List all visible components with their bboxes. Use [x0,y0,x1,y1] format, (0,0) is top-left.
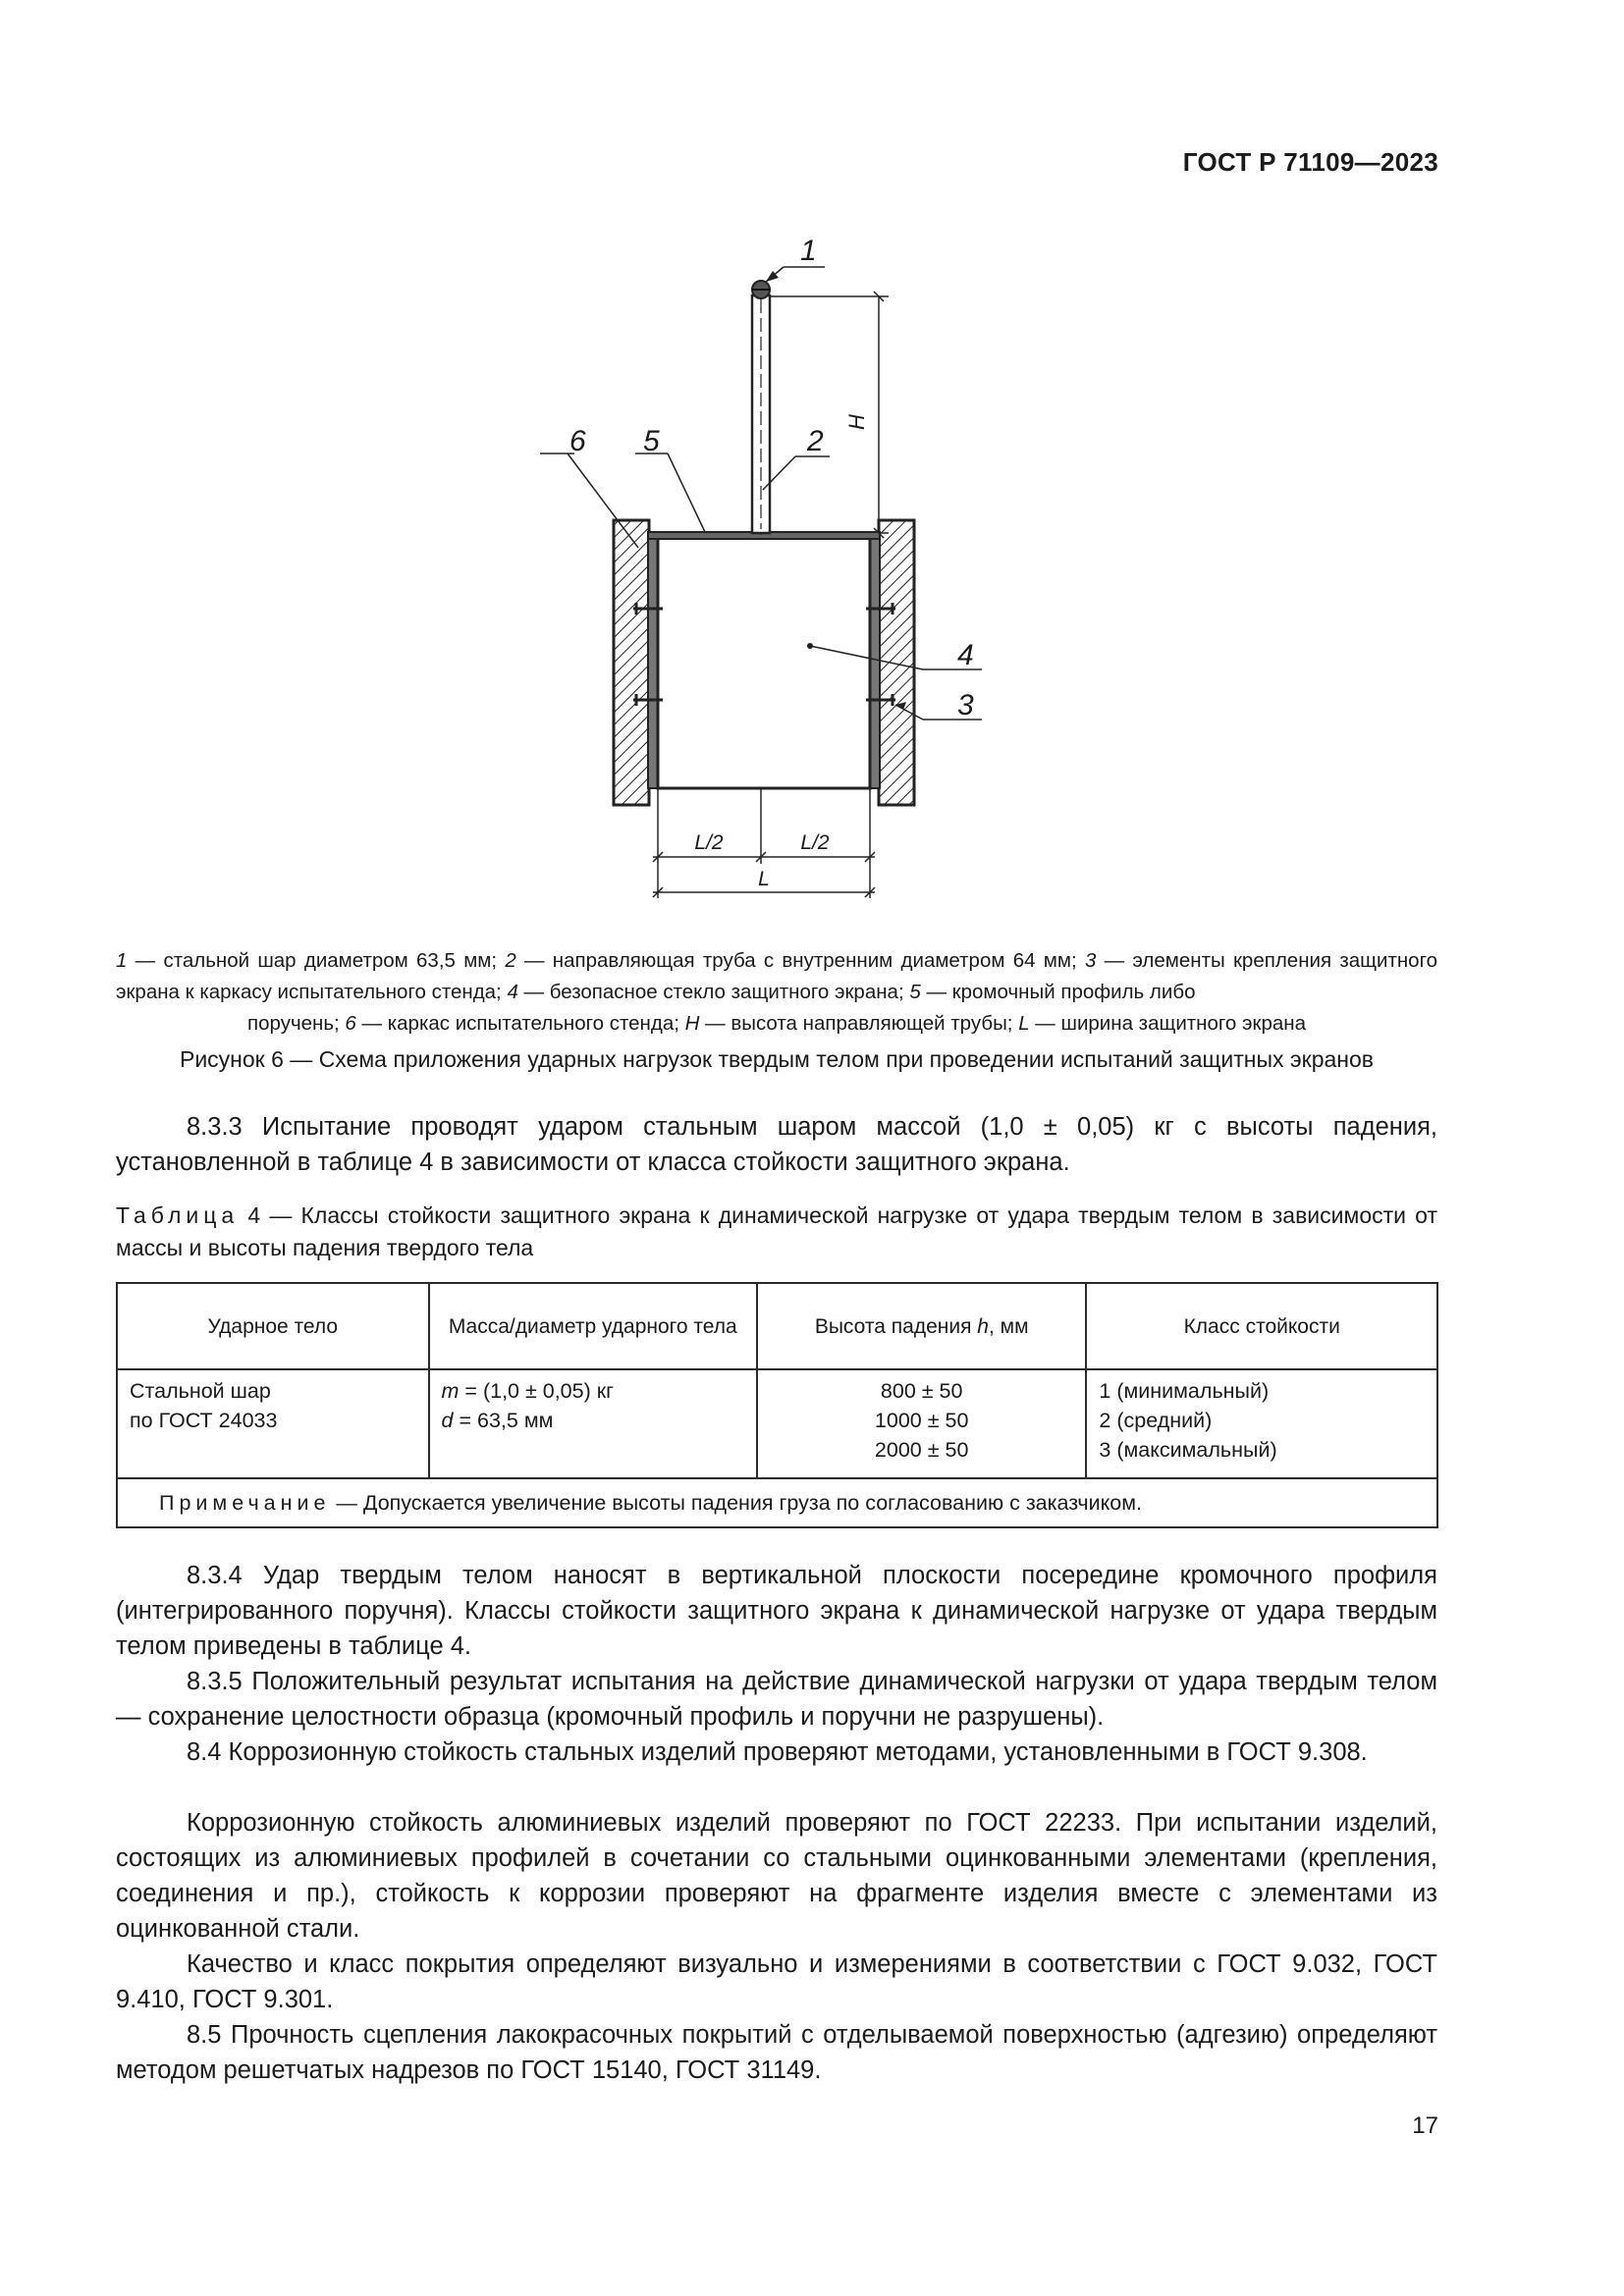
header-impact-body: Ударное тело [117,1283,429,1369]
right-test-stand-frame [879,520,914,805]
callout-2: 2 [807,425,824,457]
callout-3: 3 [957,689,974,721]
table-note-row [117,1478,1437,1527]
paragraph-aluminium: Коррозионную стойкость алюминиевых изделий проверяют по ГОСТ 22233. При испытании изделий, состоящих из алюминиевых профилей в сочетании со стальными оцинкованными элементами (крепления, соединения и пр.), стойкость к коррозии проверяют на фрагменте изделия вместе с элементами из оцинкованной стали. [116,1809,1437,1943]
header-drop-height: Высота падения h, мм [757,1283,1086,1369]
paragraph-8-3-5: 8.3.5 Положительный результат испытания на действие динамической нагрузки от удара твердым телом — сохранение целостности образца (кромочный профиль и поручни не разрушены). [116,1668,1437,1731]
dimension-L-half-left: L/2 [694,831,724,854]
left-test-stand-frame [614,520,649,805]
document-code-header: ГОСТ Р 71109—2023 [1182,147,1438,177]
page-number: 17 [1412,2112,1438,2139]
cell-drop-heights: 800 ± 50 1000 ± 50 2000 ± 50 [757,1369,1086,1478]
impact-test-diagram [530,221,1080,908]
header-resistance-class: Класс стойкости [1086,1283,1437,1369]
paragraph-8-4: 8.4 Коррозионную стойкость стальных изделий проверяют методами, установленными в ГОСТ 9.308. [187,1738,1368,1766]
callout-4: 4 [957,639,974,671]
dimension-H-label: H [844,414,869,430]
dimension-L-half-right: L/2 [800,831,830,854]
table-header-row [117,1283,1437,1369]
height-dimension [770,292,889,538]
resistance-classes-table [116,1282,1438,1528]
callout-1: 1 [800,235,817,267]
paragraph-coating-quality: Качество и класс покрытия определяют визуально и измерениями в соответствии с ГОСТ 9.032, ГОСТ 9.410, ГОСТ 9.301. [116,1950,1437,2013]
dimension-L: L [758,868,770,890]
callout-5: 5 [643,425,660,457]
cell-classes: 1 (минимальный) 2 (средний) 3 (максимальный) [1086,1369,1437,1478]
figure-legend: 1 — стальной шар диаметром 63,5 мм; 2 — направляющая труба с внутренним диаметром 64 мм; 3 — элементы крепления защитного экрана к каркасу испытательного стенда; 4 — безопасное стекло защитного экрана; 5 — кромочный профиль либо поручень; 6 — каркас испытательного стенда; H — высота направляющей трубы; L — ширина защитного экрана [116,949,1437,1035]
diagram-svg [530,221,1080,908]
header-mass-diameter: Масса/диаметр ударного тела [429,1283,757,1369]
callout-6: 6 [569,425,586,457]
table-title: Таблица 4 — Классы стойкости защитного экрана к динамической нагрузке от удара твердым телом в зависимости от массы и высоты падения твердого тела [116,1202,1437,1260]
figure-caption: Рисунок 6 — Схема приложения ударных нагрузок твердым телом при проведении испытаний защитных экранов [179,1046,1375,1072]
table-row [117,1369,1437,1478]
protective-screen-glass [658,538,870,788]
paragraph-8-3-4: 8.3.4 Удар твердым телом наносят в вертикальной плоскости посередине кромочного профиля (интегрированного поручня). Классы стойкости защитного экрана к динамической нагрузке от удара твердым телом приведены в таблице 4. [116,1562,1437,1660]
paragraph-8-3-3: 8.3.3 Испытание проводят ударом стальным шаром массой (1,0 ± 0,05) кг с высоты падения, установленной в таблице 4 в зависимости от класса стойкости защитного экрана. [116,1113,1437,1176]
paragraph-8-5: 8.5 Прочность сцепления лакокрасочных покрытий с отделываемой поверхностью (адгезию) определяют методом решетчатых надрезов по ГОСТ 15140, ГОСТ 31149. [116,2021,1437,2084]
table-note: Примечание — Допускается увеличение высоты падения груза по согласованию с заказчиком. [117,1478,1437,1527]
cell-mass-diameter: m = (1,0 ± 0,05) кг d = 63,5 мм [429,1369,757,1478]
cell-impact-body: Стальной шар по ГОСТ 24033 [117,1369,429,1478]
